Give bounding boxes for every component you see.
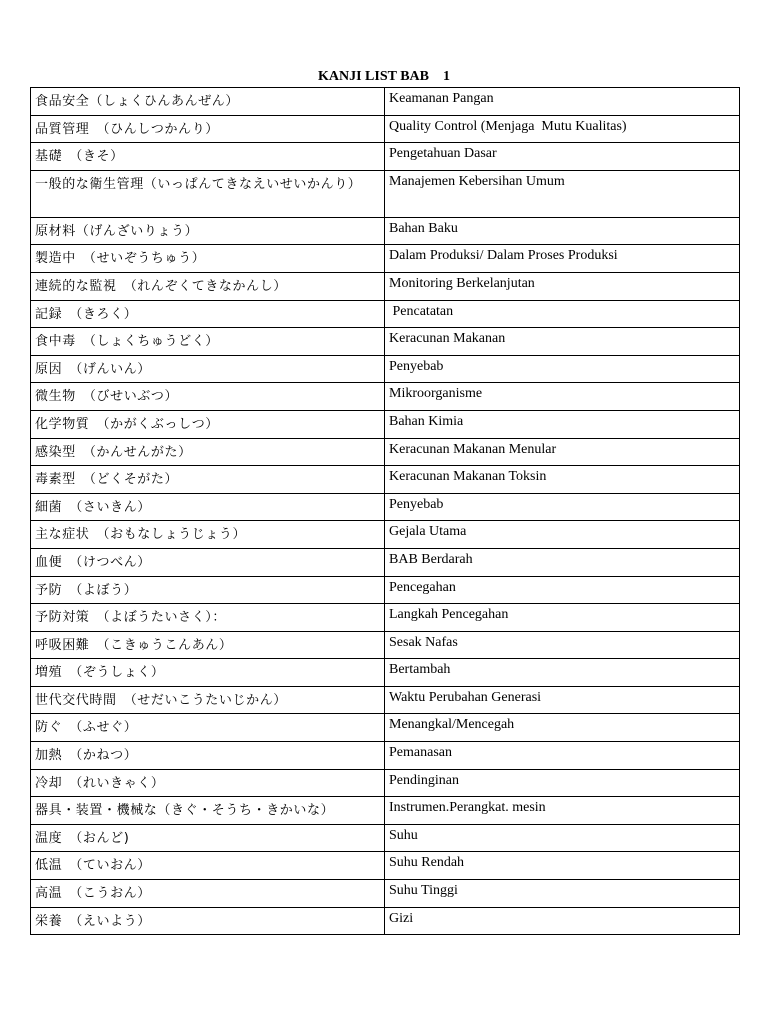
indonesian-cell — [385, 548, 740, 576]
table-row — [31, 355, 740, 383]
japanese-cell — [31, 88, 385, 116]
table-row — [31, 217, 740, 245]
table-row — [31, 410, 740, 438]
indonesian-term: Keracunan Makanan Toksin — [389, 469, 547, 485]
indonesian-cell — [385, 604, 740, 632]
table-row — [31, 383, 740, 411]
japanese-cell — [31, 824, 385, 852]
japanese-term: 呼吸困難 （こきゅうこんあん） — [35, 637, 233, 653]
japanese-term: 食品安全（しょくひんあんぜん） — [35, 94, 240, 109]
indonesian-term: Bahan Kimia — [389, 413, 464, 429]
indonesian-term: Pemanasan — [389, 745, 452, 761]
japanese-cell — [31, 493, 385, 521]
japanese-cell — [31, 852, 385, 880]
indonesian-cell — [385, 631, 740, 659]
table-row — [31, 170, 740, 217]
table-row — [31, 714, 740, 742]
japanese-cell — [31, 576, 385, 604]
table-row — [31, 797, 740, 825]
table-row — [31, 604, 740, 632]
table-row — [31, 769, 740, 797]
indonesian-term: BAB Berdarah — [389, 551, 473, 567]
indonesian-term: Gejala Utama — [389, 524, 467, 540]
japanese-term: 毒素型 （どくそがた） — [35, 472, 179, 488]
japanese-term: 原因 （げんいん） — [35, 361, 151, 377]
japanese-cell — [31, 217, 385, 245]
table-row — [31, 742, 740, 770]
japanese-cell — [31, 548, 385, 576]
table-row — [31, 115, 740, 143]
table-row — [31, 143, 740, 171]
indonesian-term: Menangkal/Mencegah — [389, 717, 515, 733]
indonesian-cell — [385, 493, 740, 521]
indonesian-cell — [385, 852, 740, 880]
japanese-cell — [31, 714, 385, 742]
indonesian-term: Suhu Tinggi — [389, 883, 458, 899]
indonesian-term: Pendinginan — [389, 772, 459, 788]
japanese-cell — [31, 686, 385, 714]
indonesian-cell — [385, 170, 740, 217]
japanese-cell — [31, 631, 385, 659]
indonesian-term: Mikroorganisme — [389, 386, 483, 402]
table-row — [31, 245, 740, 273]
indonesian-cell — [385, 686, 740, 714]
japanese-term: 一般的な衛生管理（いっぱんてきなえいせいかんり） — [35, 176, 362, 192]
indonesian-term: Quality Control (Menjaga Mutu Kualitas) — [389, 118, 627, 134]
indonesian-term: Penyebab — [389, 496, 444, 512]
japanese-cell — [31, 769, 385, 797]
indonesian-term: Sesak Nafas — [389, 634, 458, 650]
japanese-cell — [31, 170, 385, 217]
indonesian-cell — [385, 880, 740, 908]
table-row — [31, 824, 740, 852]
table-row — [31, 88, 740, 116]
table-row — [31, 328, 740, 356]
indonesian-cell — [385, 143, 740, 171]
japanese-term: 防ぐ （ふせぐ） — [35, 720, 138, 736]
japanese-cell — [31, 438, 385, 466]
japanese-term: 高温 （こうおん） — [35, 886, 151, 902]
indonesian-term: Waktu Perubahan Generasi — [389, 689, 542, 705]
page-title: KANJI LIST BAB 1 — [317, 69, 450, 84]
japanese-cell — [31, 245, 385, 273]
indonesian-term: Keracunan Makanan Menular — [389, 441, 557, 457]
table-row — [31, 907, 740, 935]
indonesian-cell — [385, 383, 740, 411]
table-row — [31, 659, 740, 687]
indonesian-term: Keamanan Pangan — [389, 91, 494, 106]
japanese-cell — [31, 466, 385, 494]
indonesian-term: Suhu — [389, 827, 418, 843]
japanese-term: 細菌 （さいきん） — [35, 499, 151, 515]
table-row — [31, 300, 740, 328]
japanese-cell — [31, 659, 385, 687]
table-row — [31, 576, 740, 604]
indonesian-term: Pengetahuan Dasar — [389, 146, 497, 162]
indonesian-cell — [385, 714, 740, 742]
japanese-cell — [31, 355, 385, 383]
table-row — [31, 466, 740, 494]
indonesian-cell — [385, 245, 740, 273]
indonesian-cell — [385, 300, 740, 328]
indonesian-cell — [385, 797, 740, 825]
table-row — [31, 272, 740, 300]
indonesian-term: Instrumen.Perangkat. mesin — [389, 800, 546, 816]
indonesian-term: Suhu Rendah — [389, 855, 465, 871]
japanese-term: 主な症状 （おもなしょうじょう） — [35, 527, 247, 543]
indonesian-cell — [385, 355, 740, 383]
japanese-term: 微生物 （びせいぶつ） — [35, 389, 179, 405]
table-row — [31, 880, 740, 908]
japanese-cell — [31, 604, 385, 632]
indonesian-term: Bahan Baku — [389, 220, 458, 236]
japanese-term: 温度 （おんど) — [35, 830, 130, 846]
table-row — [31, 438, 740, 466]
indonesian-term: Bertambah — [389, 662, 451, 678]
japanese-term: 栄養 （えいよう） — [35, 913, 151, 929]
japanese-term: 増殖 （ぞうしょく） — [35, 665, 165, 681]
kanji-table — [30, 87, 740, 935]
indonesian-cell — [385, 576, 740, 604]
japanese-term: 品質管理 （ひんしつかんり） — [35, 121, 219, 137]
japanese-term: 低温 （ていおん） — [35, 858, 151, 874]
japanese-cell — [31, 300, 385, 328]
indonesian-term: Keracunan Makanan — [389, 331, 506, 347]
indonesian-cell — [385, 217, 740, 245]
indonesian-cell — [385, 907, 740, 935]
japanese-term: 予防 （よぼう） — [35, 582, 138, 598]
japanese-cell — [31, 328, 385, 356]
indonesian-cell — [385, 769, 740, 797]
indonesian-cell — [385, 272, 740, 300]
indonesian-cell — [385, 824, 740, 852]
japanese-cell — [31, 880, 385, 908]
japanese-term: 世代交代時間 （せだいこうたいじかん） — [35, 692, 287, 708]
japanese-cell — [31, 907, 385, 935]
japanese-cell — [31, 797, 385, 825]
japanese-term: 冷却 （れいきゃく） — [35, 775, 165, 791]
indonesian-cell — [385, 328, 740, 356]
japanese-cell — [31, 383, 385, 411]
indonesian-term: Pencegahan — [389, 579, 456, 595]
indonesian-term: Langkah Pencegahan — [389, 607, 509, 623]
indonesian-term: Manajemen Kebersihan Umum — [389, 173, 565, 189]
indonesian-cell — [385, 115, 740, 143]
japanese-cell — [31, 742, 385, 770]
table-row — [31, 631, 740, 659]
indonesian-term: Monitoring Berkelanjutan — [389, 275, 535, 291]
japanese-term: 予防対策 （よぼうたいさく）： — [35, 610, 227, 626]
japanese-cell — [31, 143, 385, 171]
japanese-term: 記録 （きろく） — [35, 306, 138, 322]
japanese-term: 加熱 （かねつ） — [35, 748, 138, 764]
japanese-term: 基礎 （きそ） — [35, 149, 124, 165]
indonesian-cell — [385, 521, 740, 549]
japanese-term: 製造中 （せいぞうちゅう） — [35, 251, 206, 267]
indonesian-cell — [385, 438, 740, 466]
indonesian-cell — [385, 742, 740, 770]
indonesian-term: Gizi — [389, 910, 414, 926]
indonesian-term: Pencatatan — [389, 303, 454, 319]
table-row — [31, 521, 740, 549]
table-row — [31, 493, 740, 521]
japanese-cell — [31, 272, 385, 300]
indonesian-cell — [385, 659, 740, 687]
japanese-cell — [31, 521, 385, 549]
indonesian-cell — [385, 466, 740, 494]
japanese-term: 器具・装置・機械な（きぐ・そうち・きかいな） — [35, 803, 335, 819]
japanese-term: 原材料（げんざいりょう） — [35, 223, 199, 239]
indonesian-cell — [385, 410, 740, 438]
japanese-cell — [31, 115, 385, 143]
indonesian-term: Penyebab — [389, 358, 444, 374]
indonesian-term: Dalam Produksi/ Dalam Proses Produksi — [389, 248, 618, 264]
indonesian-cell — [385, 88, 740, 116]
table-row — [31, 852, 740, 880]
japanese-term: 連続的な監視 （れんぞくてきなかんし） — [35, 278, 287, 294]
table-row — [31, 686, 740, 714]
japanese-term: 血便 （けつべん） — [35, 554, 151, 570]
japanese-term: 食中毒 （しょくちゅうどく） — [35, 334, 219, 350]
japanese-cell — [31, 410, 385, 438]
japanese-term: 感染型 （かんせんがた） — [35, 444, 192, 460]
table-row — [31, 548, 740, 576]
japanese-term: 化学物質 （かがくぶっしつ） — [35, 416, 219, 432]
